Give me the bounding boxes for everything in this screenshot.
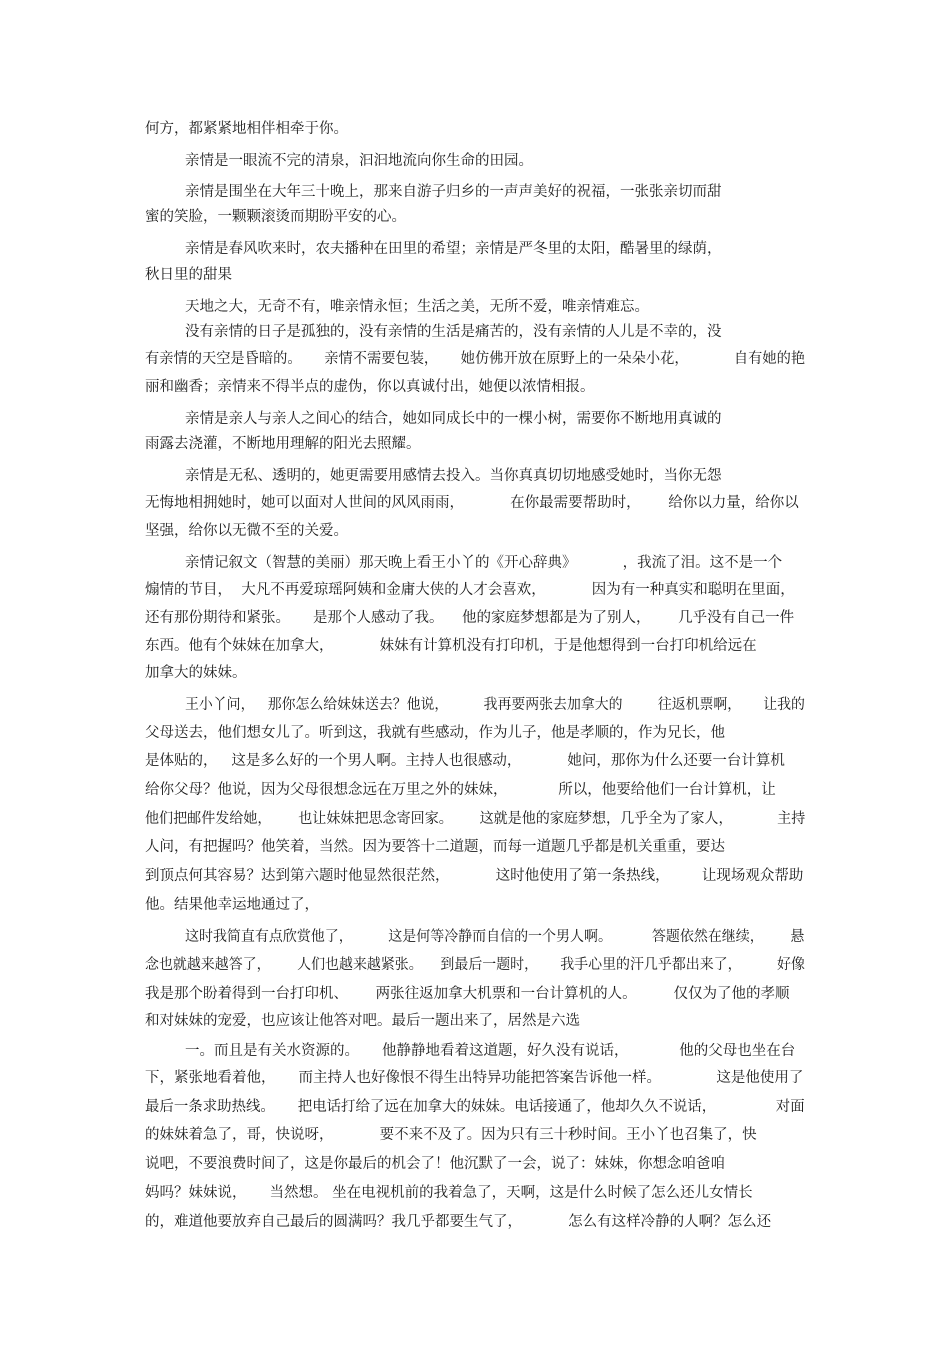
text-line: 蜜的笑脸，一颗颗滚烫而期盼平安的心。 bbox=[145, 209, 406, 225]
text-line: 雨露去浇灌，不断地用理解的阳光去照耀。 bbox=[145, 436, 421, 452]
text-line: 和对妹妹的宠爱，也应该让他答对吧。最后一题出来了，居然是六选 bbox=[145, 1013, 580, 1029]
text-line: 一。而且是有关水资源的。 他静静地看着这道题，好久没有说话， 他的父母也坐在台 bbox=[185, 1043, 796, 1059]
text-line: 亲情是亲人与亲人之间心的结合，她如同成长中的一棵小树，需要你不断地用真诚的 bbox=[185, 411, 722, 427]
text-line: 给你父母？他说，因为父母很想念远在万里之外的妹妹， 所以，他要给他们一台计算机，让 bbox=[145, 782, 776, 798]
text-line: 王小丫问， 那你怎么给妹妹送去？他说， 我再要两张去加拿大的 往返机票啊， 让我的 bbox=[185, 697, 805, 713]
text-line: 人问，有把握吗？他笑着，当然。因为要答十二道题，而每一道题几乎都是机关重重，要达 bbox=[145, 839, 725, 855]
text-line: 亲情是春风吹来时，农夫播种在田里的希望；亲情是严冬里的太阳，酷暑里的绿荫， bbox=[185, 241, 722, 257]
text-line: 父母送去，他们想女儿了。听到这，我就有些感动，作为儿子，他是孝顺的，作为兄长，他 bbox=[145, 725, 725, 741]
text-line: 的妹妹着急了，哥，快说呀， 要不来不及了。因为只有三十秒时间。王小丫也召集了，快 bbox=[145, 1127, 757, 1143]
text-line: 亲情是一眼流不完的清泉，汩汩地流向你生命的田园。 bbox=[185, 153, 533, 169]
text-line: 这时我简直有点欣赏他了， 这是何等冷静而自信的一个男人啊。 答题依然在继续， 悬 bbox=[185, 929, 805, 945]
text-line: 我是那个盼着得到一台打印机、 两张往返加拿大机票和一台计算机的人。 仅仅为了他的孝顺 bbox=[145, 986, 790, 1002]
text-line: 他们把邮件发给她， 也让妹妹把思念寄回家。 这就是他的家庭梦想，几乎全为了家人， 主持 bbox=[145, 811, 806, 827]
text-line: 丽和幽香；亲情来不得半点的虚伪，你以真诚付出，她便以浓情相报。 bbox=[145, 379, 595, 395]
text-line: 东西。他有个妹妹在加拿大， 妹妹有计算机没有打印机，于是他想得到一台打印机给远在 bbox=[145, 638, 757, 654]
text-line: 妈吗？妹妹说， 当然想。 坐在电视机前的我着急了，天啊，这是什么时候了怎么还儿女情长 bbox=[145, 1185, 753, 1201]
text-line: 亲情记叙文（智慧的美丽）那天晚上看王小丫的《开心辞典》 ，我流了泪。这不是一个 bbox=[185, 555, 783, 571]
text-line: 的，难道他要放弃自己最后的圆满吗？我几乎都要生气了， 怎么有这样冷静的人啊？怎么还 bbox=[145, 1214, 772, 1230]
text-line: 念也就越来越答了， 人们也越来越紧张。 到最后一题时， 我手心里的汗几乎都出来了， 好像 bbox=[145, 957, 805, 973]
text-line: 煽情的节目， 大凡不再爱琼瑶阿姨和金庸大侠的人才会喜欢， 因为有一种真实和聪明在里面， bbox=[145, 582, 795, 598]
text-line: 说吧，不要浪费时间了，这是你最后的机会了！他沉默了一会，说了：妹妹，你想念咱爸咱 bbox=[145, 1156, 725, 1172]
text-line: 有亲情的天空是昏暗的。 亲情不需要包装， 她仿佛开放在原野上的一朵朵小花， 自有她的艳 bbox=[145, 351, 806, 367]
text-line: 无悔地相拥她时，她可以面对人世间的风风雨雨， 在你最需要帮助时， 给你以力量，给你以 bbox=[145, 495, 799, 511]
text-line: 亲情是围坐在大年三十晚上，那来自游子归乡的一声声美好的祝福，一张张亲切而甜 bbox=[185, 184, 722, 200]
text-line: 是体贴的， 这是多么好的一个男人啊。主持人也很感动， 她问，那你为什么还要一台计算机 bbox=[145, 753, 785, 769]
text-line: 加拿大的妹妹。 bbox=[145, 665, 247, 681]
text-line: 何方，都紧紧地相伴相牵于你。 bbox=[145, 121, 348, 137]
text-line: 亲情是无私、透明的，她更需要用感情去投入。当你真真切切地感受她时，当你无怨 bbox=[185, 468, 722, 484]
text-line: 没有亲情的日子是孤独的，没有亲情的生活是痛苦的，没有亲情的人儿是不幸的，没 bbox=[185, 324, 722, 340]
text-line: 最后一条求助热线。 把电话打给了远在加拿大的妹妹。电话接通了，他却久久不说话， 对面 bbox=[145, 1099, 805, 1115]
text-line: 还有那份期待和紧张。 是那个人感动了我。 他的家庭梦想都是为了别人， 几乎没有自己一件 bbox=[145, 610, 795, 626]
text-line: 他。结果他幸运地通过了， bbox=[145, 897, 319, 913]
text-line: 秋日里的甜果 bbox=[145, 267, 232, 283]
text-line: 天地之大，无奇不有，唯亲情永恒；生活之美，无所不爱，唯亲情难忘。 bbox=[185, 299, 649, 315]
text-line: 坚强，给你以无微不至的关爱。 bbox=[145, 523, 348, 539]
text-line: 到顶点何其容易？达到第六题时他显然很茫然， 这时他使用了第一条热线， 让现场观众帮助 bbox=[145, 868, 804, 884]
text-line: 下，紧张地看着他， 而主持人也好像恨不得生出特异功能把答案告诉他一样。 这是他使用了 bbox=[145, 1070, 804, 1086]
